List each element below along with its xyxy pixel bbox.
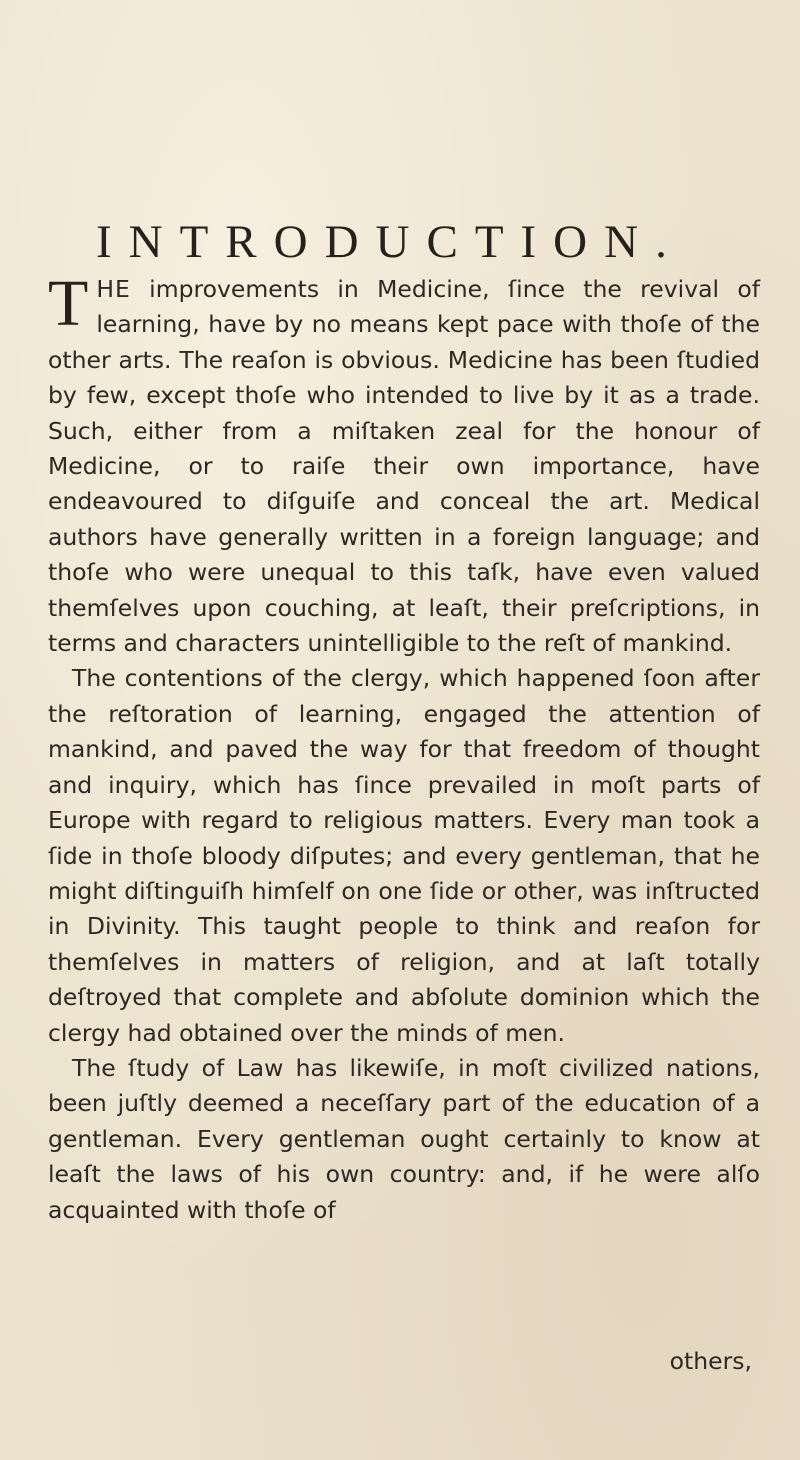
- paragraph-3: The ſtudy of Law has likewiſe, in moſt civilized nations, been juſtly deemed a neceſſary part of the education of a gentleman. Every gentleman ought certainly to know at leaſt the laws of his own country: and, if he were alſo acquainted with thoſe of: [48, 1053, 760, 1224]
- paragraph-1-lead: HE: [96, 275, 131, 303]
- chapter-heading: INTRODUCTION.: [96, 216, 684, 268]
- paragraph-2: The contentions of the clergy, which happened ſoon after the reſtoration of learning, engaged the attention of mankind, and paved the way for that freedom of thought and inquiry, which has ſince prevailed in moſt parts of Europe with regard to religious matters. Every man took a ſide in thoſe bloody diſputes; and every gentleman, that he might diſtinguiſh himſelf on one ſide or other, was inſtructed in Divinity. This taught people to think and reaſon for themſelves in matters of religion, and at laſt totally deſtroyed that complete and abſolute dominion which the clergy had obtained over the minds of men.: [48, 664, 760, 1047]
- paragraph-1-text: improvements in Medicine, ſince the revival of learning, have by no means kept pace with thoſe of the other arts. The reaſon is obvious. Medicine has been ſtudied by few, except thoſe who intended to live by it as a trade. Such, either from a miſtaken zeal for the honour of Medicine, or to raiſe their own importance, have endeavoured to diſguiſe and conceal the art. Medical authors have generally written in a foreign language; and thoſe who were unequal to this taſk, have even valued themſelves upon couching, at leaſt, their preſcriptions, in terms and characters unintelligible to the reſt of mankind.: [48, 275, 760, 658]
- catchword: others,: [669, 1347, 752, 1375]
- paragraph-1: [48, 267, 760, 661]
- drop-cap: T: [48, 267, 89, 340]
- body-text: [48, 267, 760, 1228]
